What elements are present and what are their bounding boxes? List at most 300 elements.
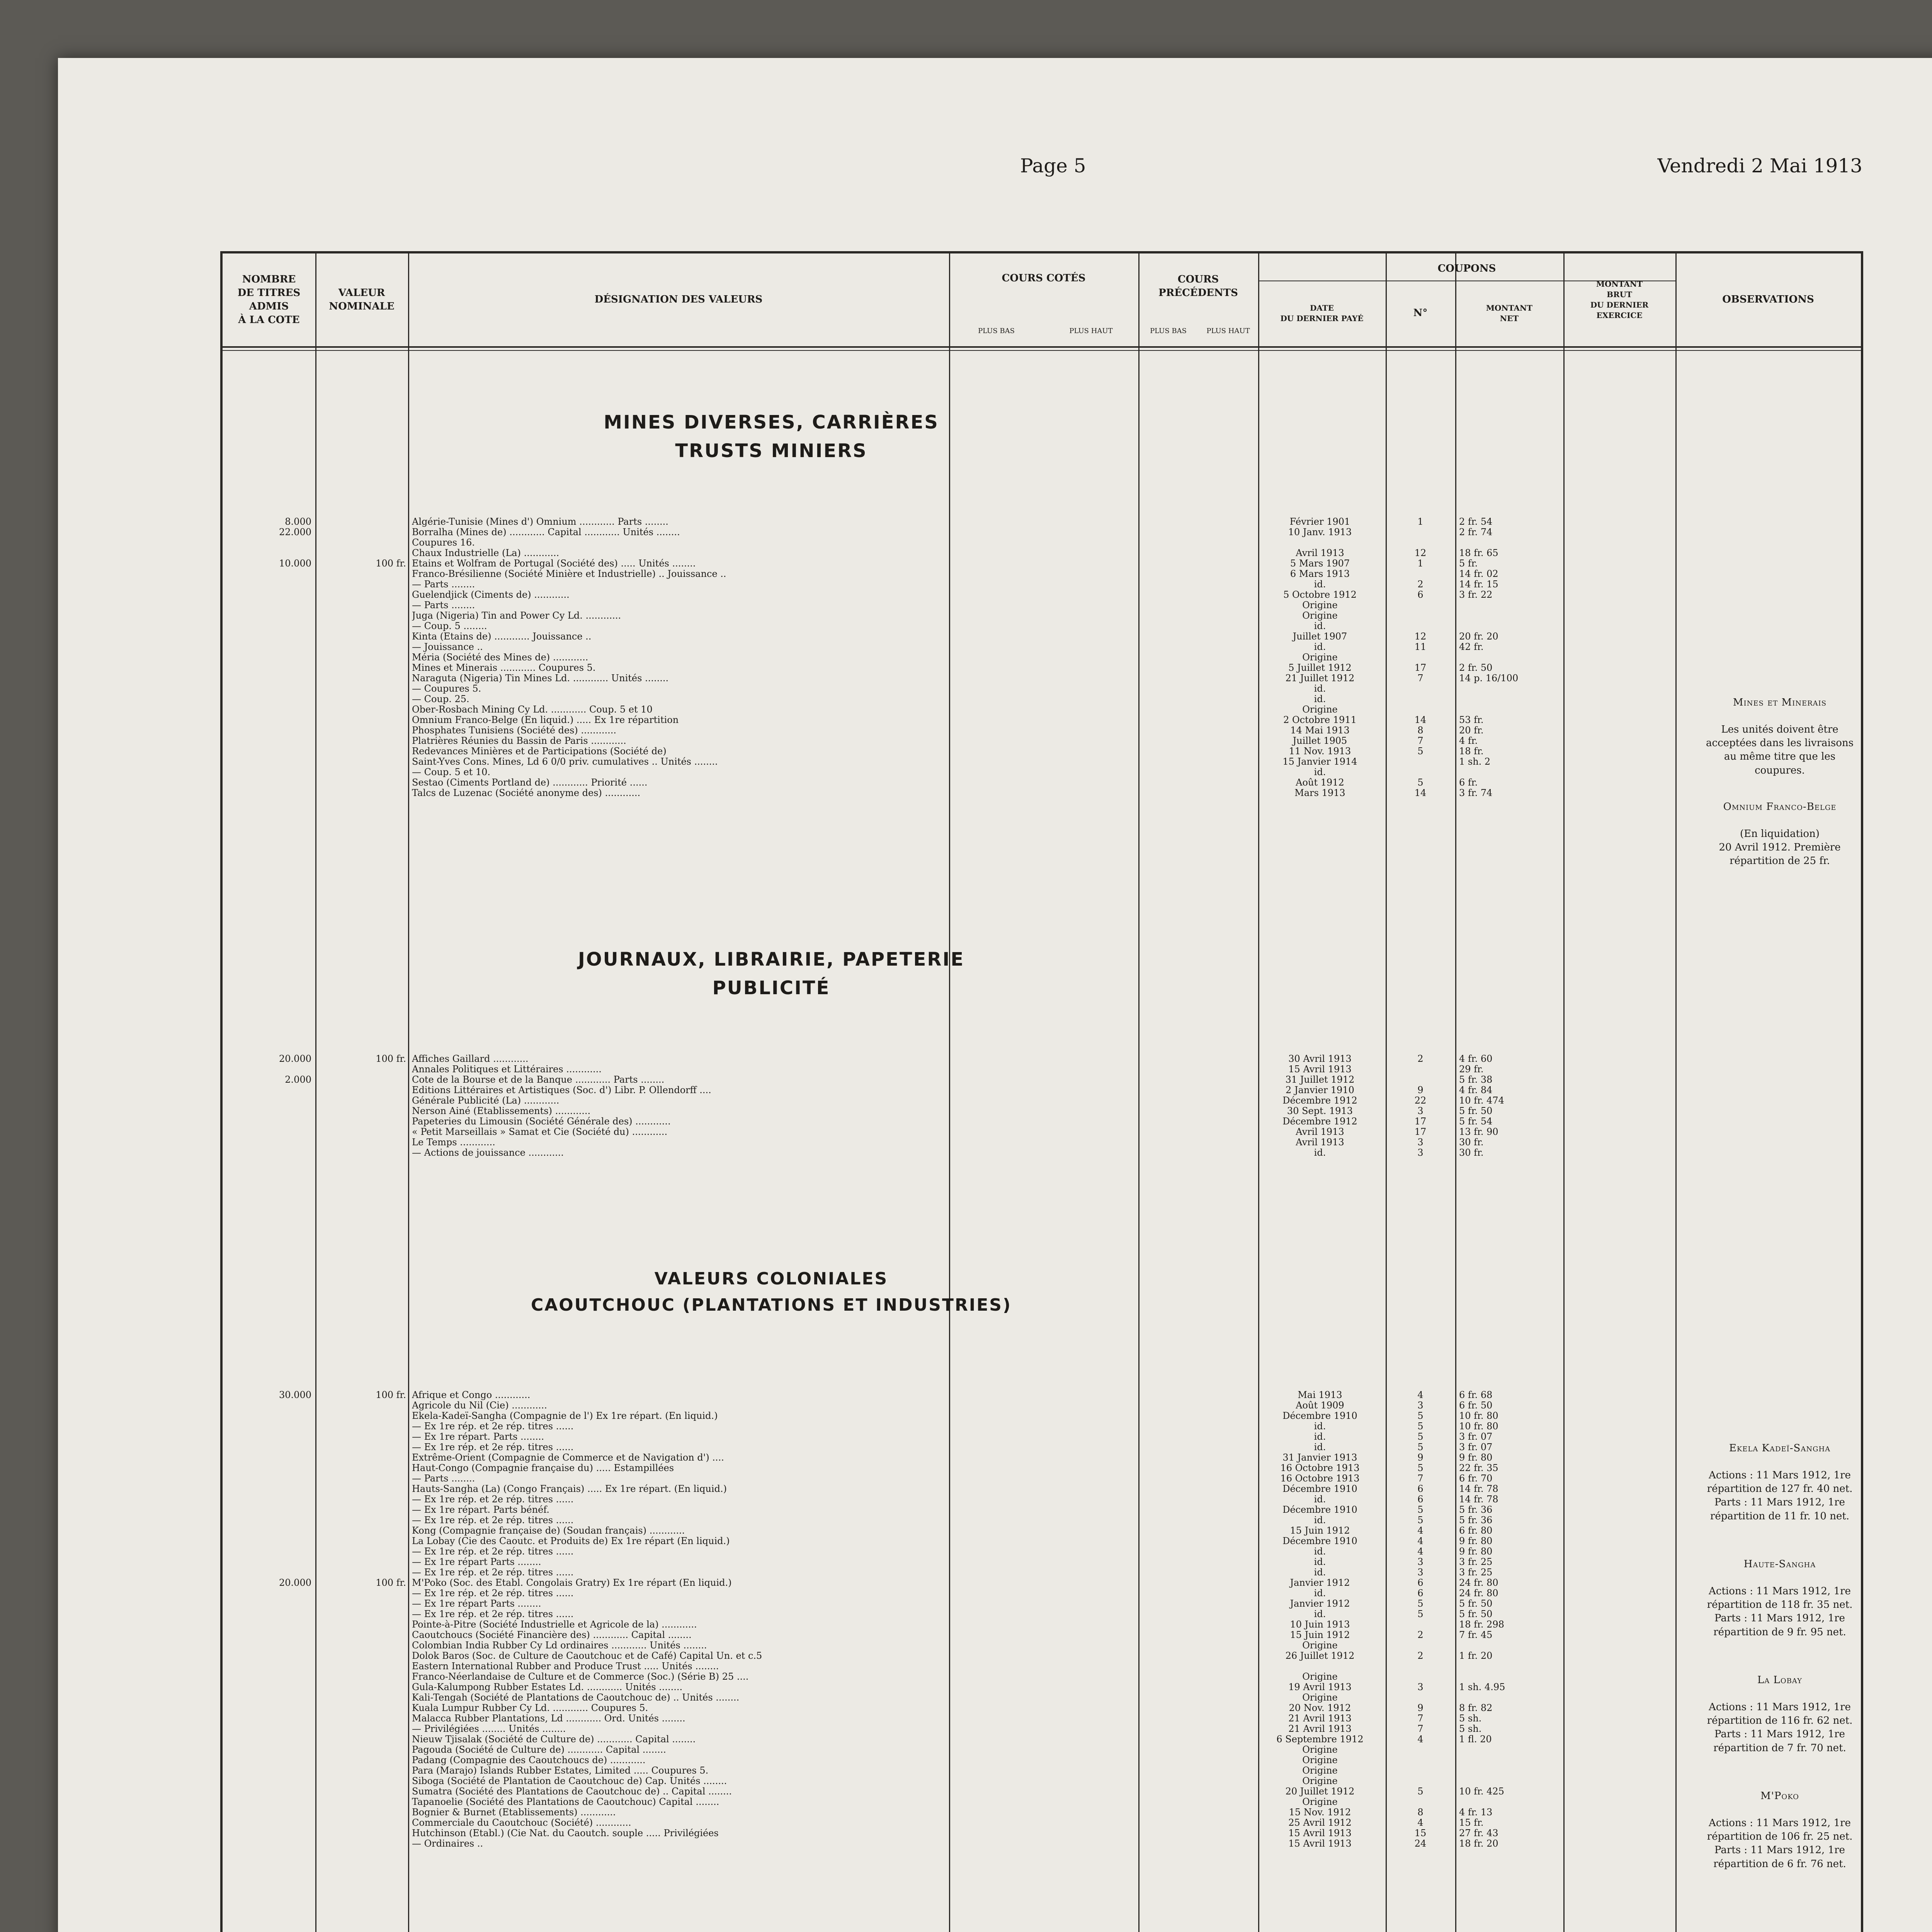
coupon-date-cell: 6 Septembre 1912 [1276, 1734, 1364, 1745]
designation-cell: Redevances Minières et de Participations (Société de) [412, 746, 667, 757]
table-row [223, 1598, 1861, 1609]
table-row [223, 1838, 1861, 1849]
coupon-date-cell: id. [1314, 641, 1326, 652]
designation-cell: — Parts ........ [412, 1473, 475, 1484]
observation-note [1699, 682, 1861, 791]
coupon-net-cell: 4 fr. 60 [1459, 1053, 1493, 1064]
designation-cell: — Coup. 5 et 10. [412, 767, 491, 777]
table-row [223, 1640, 1861, 1650]
designation-cell: Coupures 16. [412, 537, 475, 548]
coupon-number-cell: 1 [1417, 516, 1423, 527]
coupon-number-cell: 3 [1417, 1400, 1423, 1411]
coupon-number-cell: 7 [1417, 735, 1423, 746]
observation-title: Haute-Sangha [1743, 1558, 1816, 1570]
coupon-date-cell: 15 Juin 1912 [1290, 1629, 1350, 1640]
designation-cell: Omnium Franco-Belge (En liquid.) ..... Ex 1re répartition [412, 714, 679, 725]
observation-note [1699, 1776, 1861, 1884]
header-designation: DÉSIGNATION DES VALEURS [594, 294, 763, 306]
coupon-number-cell: 7 [1417, 1723, 1423, 1734]
designation-cell: — Coup. 5 ........ [412, 621, 487, 631]
coupon-number-cell: 5 [1417, 1609, 1423, 1619]
coupon-date-cell: Avril 1913 [1296, 1126, 1344, 1137]
coupon-net-cell: 7 fr. 45 [1459, 1629, 1493, 1640]
table-row [223, 1734, 1861, 1744]
nombre-cell: 20.000 [279, 1053, 311, 1064]
coupon-net-cell: 6 fr. 80 [1459, 1525, 1493, 1536]
designation-cell: M'Poko (Soc. des Etabl. Congolais Gratry) Ex 1re répart (En liquid.) [412, 1577, 732, 1588]
coupon-date-cell: Août 1909 [1296, 1400, 1344, 1411]
coupon-date-cell: 15 Avril 1913 [1288, 1064, 1352, 1075]
coupon-date-cell: 16 Octobre 1913 [1280, 1473, 1360, 1484]
coupon-number-cell: 14 [1414, 714, 1427, 725]
coupon-date-cell: 31 Janvier 1913 [1282, 1452, 1357, 1463]
designation-cell: Kinta (Etains de) ............ Jouissance .. [412, 631, 592, 642]
coupon-number-cell: 4 [1417, 1817, 1423, 1828]
coupon-net-cell: 30 fr. [1459, 1147, 1484, 1158]
coupon-net-cell: 13 fr. 90 [1459, 1126, 1498, 1137]
designation-cell: Mines et Minerais ............ Coupures 5. [412, 662, 596, 673]
designation-cell: — Ex 1re rép. et 2e rép. titres ...... [412, 1442, 574, 1452]
designation-cell: Franco-Brésilienne (Société Minière et Industrielle) .. Jouissance .. [412, 568, 726, 579]
table-row [223, 1577, 1861, 1588]
coupon-date-cell: Origine [1302, 1755, 1338, 1765]
table-row [223, 516, 1861, 527]
coupon-net-cell: 6 fr. [1459, 777, 1478, 788]
coupon-number-cell: 2 [1417, 1053, 1423, 1064]
table-row [223, 1463, 1861, 1473]
table-row [223, 1494, 1861, 1504]
coupon-date-cell: 15 Avril 1913 [1288, 1838, 1352, 1849]
table-row [223, 1483, 1861, 1494]
coupon-date-cell: id. [1314, 694, 1326, 704]
coupon-number-cell: 4 [1417, 1389, 1423, 1400]
coupon-date-cell: 21 Avril 1913 [1288, 1723, 1352, 1734]
coupon-net-cell: 14 fr. 78 [1459, 1483, 1498, 1494]
designation-cell: Papeteries du Limousin (Société Générale des) ............ [412, 1116, 671, 1127]
coupon-number-cell: 17 [1414, 1126, 1427, 1137]
designation-cell: — Ex 1re rép. et 2e rép. titres ...... [412, 1609, 574, 1619]
designation-cell: — Privilégiées ........ Unités ........ [412, 1723, 566, 1734]
coupon-date-cell: 21 Juillet 1912 [1285, 673, 1355, 684]
designation-cell: Pagouda (Société de Culture de) ............ Capital ........ [412, 1744, 666, 1755]
nombre-cell: 2.000 [285, 1074, 311, 1085]
coupon-number-cell: 5 [1417, 1463, 1423, 1473]
designation-cell: Cote de la Bourse et de la Banque ............ Parts ........ [412, 1074, 665, 1085]
table-row [223, 1588, 1861, 1598]
header-cours-cotes-high: PLUS HAUT [1069, 327, 1113, 335]
coupon-net-cell: 22 fr. 35 [1459, 1463, 1498, 1473]
table-row [223, 621, 1861, 631]
coupon-number-cell: 17 [1414, 662, 1427, 673]
coupon-date-cell: Janvier 1912 [1290, 1598, 1350, 1609]
coupon-number-cell: 4 [1417, 1734, 1423, 1745]
coupon-number-cell: 5 [1417, 1431, 1423, 1442]
designation-cell: Colombian India Rubber Cy Ld ordinaires ............ Unités ........ [412, 1640, 707, 1651]
designation-cell: — Ex 1re répart Parts ........ [412, 1598, 541, 1609]
coupon-date-cell: 2 Octobre 1911 [1283, 714, 1357, 725]
coupon-net-cell: 18 fr. [1459, 746, 1484, 757]
designation-cell: Para (Marajo) Islands Rubber Estates, Limited ..... Coupures 5. [412, 1765, 709, 1776]
table-row [223, 641, 1861, 652]
designation-cell: — Ex 1re rép. et 2e rép. titres ...... [412, 1588, 574, 1599]
coupon-date-cell: Origine [1302, 610, 1338, 621]
table-row [223, 1671, 1861, 1682]
coupon-number-cell: 2 [1417, 1629, 1423, 1640]
coupon-number-cell: 9 [1417, 1452, 1423, 1463]
nombre-cell: 8.000 [285, 516, 311, 527]
header-rule [223, 346, 1861, 348]
coupon-date-cell: Janvier 1912 [1290, 1577, 1350, 1588]
coupon-net-cell: 14 fr. 02 [1459, 568, 1498, 579]
table-row [223, 537, 1861, 548]
coupon-number-cell: 6 [1417, 1483, 1423, 1494]
coupon-net-cell: 2 fr. 50 [1459, 662, 1493, 673]
designation-cell: Talcs de Luzenac (Société anonyme des) ............ [412, 787, 641, 798]
coupon-net-cell: 53 fr. [1459, 714, 1484, 725]
coupon-number-cell: 3 [1417, 1137, 1423, 1148]
observation-note [1699, 1428, 1861, 1537]
table-row [223, 1442, 1861, 1452]
coupon-number-cell: 3 [1417, 1105, 1423, 1116]
table-row [223, 589, 1861, 600]
table-row [223, 1410, 1861, 1421]
coupon-date-cell: id. [1314, 1588, 1326, 1599]
coupon-number-cell: 7 [1417, 1473, 1423, 1484]
header-coupon-number: N° [1413, 307, 1428, 319]
coupon-number-cell: 14 [1414, 787, 1427, 798]
designation-cell: Affiches Gaillard ............ [412, 1053, 529, 1064]
table-row [223, 1064, 1861, 1074]
table-row [223, 579, 1861, 589]
coupon-number-cell: 4 [1417, 1525, 1423, 1536]
coupon-date-cell: 30 Avril 1913 [1288, 1053, 1352, 1064]
coupon-net-cell: 8 fr. 82 [1459, 1702, 1493, 1713]
table-row [223, 1692, 1861, 1702]
table-row [223, 1137, 1861, 1147]
coupon-date-cell: Origine [1302, 600, 1338, 611]
designation-cell: Méria (Société des Mines de) ............ [412, 652, 588, 663]
coupon-date-cell: 2 Janvier 1910 [1286, 1085, 1354, 1095]
designation-cell: Bognier & Burnet (Etablissements) ............ [412, 1807, 616, 1818]
designation-cell: Le Temps ............ [412, 1137, 495, 1148]
publication-date: Vendredi 2 Mai 1913 [1657, 155, 1862, 177]
table-row [223, 1431, 1861, 1442]
table-row [223, 683, 1861, 694]
coupon-net-cell: 9 fr. 80 [1459, 1452, 1493, 1463]
designation-cell: Editions Littéraires et Artistiques (Soc. d') Libr. P. Ollendorff .... [412, 1085, 711, 1095]
coupon-date-cell: Avril 1913 [1296, 548, 1344, 558]
designation-cell: Ekela-Kadeï-Sangha (Compagnie de l') Ex 1re répart. (En liquid.) [412, 1410, 718, 1421]
coupon-net-cell: 5 fr. [1459, 558, 1478, 569]
designation-cell: Phosphates Tunisiens (Société des) ............ [412, 725, 616, 736]
coupon-net-cell: 1 fl. 20 [1459, 1734, 1492, 1745]
coupon-date-cell: 15 Avril 1913 [1288, 1828, 1352, 1838]
designation-cell: — Parts ........ [412, 600, 475, 611]
table-row [223, 1567, 1861, 1577]
observation-text: Actions : 11 Mars 1912, 1re répartition de 127 fr. 40 net. Parts : 11 Mars 1912, 1re répartition de 11 fr. 10 net. [1707, 1469, 1853, 1522]
table-row [223, 1828, 1861, 1838]
coupon-net-cell: 5 sh. [1459, 1713, 1482, 1724]
designation-cell: Afrique et Congo ............ [412, 1389, 531, 1400]
designation-cell: — Jouissance .. [412, 641, 483, 652]
coupon-net-cell: 5 fr. 54 [1459, 1116, 1493, 1127]
designation-cell: Hutchinson (Etabl.) (Cie Nat. du Caoutch. souple ..... Privilégiées [412, 1828, 719, 1838]
coupon-number-cell: 8 [1417, 1807, 1423, 1818]
table-row [223, 1452, 1861, 1463]
coupon-date-cell: id. [1314, 1556, 1326, 1567]
coupon-net-cell: 20 fr. 20 [1459, 631, 1498, 642]
valeur-cell: 100 fr. [376, 1389, 406, 1400]
coupon-date-cell: 10 Janv. 1913 [1288, 527, 1352, 537]
designation-cell: Caoutchoucs (Société Financière des) ............ Capital ........ [412, 1629, 692, 1640]
designation-cell: Sestao (Ciments Portland de) ............ Priorité ...... [412, 777, 648, 788]
newspaper-page [58, 58, 1932, 1932]
table-row [223, 1085, 1861, 1095]
observation-text: Actions : 11 Mars 1912, 1re répartition de 116 fr. 62 net. Parts : 11 Mars 1912, 1re répartition de 7 fr. 70 net. [1707, 1701, 1853, 1754]
table-row [223, 1702, 1861, 1713]
header-coupon-date: DATE DU DERNIER PAYÉ [1280, 303, 1364, 323]
designation-cell: Padang (Compagnie des Caoutchoucs de) ............ [412, 1755, 646, 1765]
table-row [223, 1629, 1861, 1640]
coupon-number-cell: 6 [1417, 1494, 1423, 1505]
coupon-date-cell: 21 Avril 1913 [1288, 1713, 1352, 1724]
coupon-number-cell: 3 [1417, 1556, 1423, 1567]
designation-cell: — Ex 1re rép. et 2e rép. titres ...... [412, 1421, 574, 1432]
designation-cell: — Coup. 25. [412, 694, 469, 704]
coupon-date-cell: 26 Juillet 1912 [1285, 1650, 1355, 1661]
header-montant-brut: MONTANT BRUT DU DERNIER EXERCICE [1590, 279, 1649, 320]
designation-cell: — Coupures 5. [412, 683, 481, 694]
observation-title: Ekela Kadeï-Sangha [1729, 1442, 1831, 1454]
header-cours-prec-low: PLUS BAS [1150, 327, 1187, 335]
coupon-date-cell: Origine [1302, 1692, 1338, 1703]
designation-cell: Extrême-Orient (Compagnie de Commerce et de Navigation d') .... [412, 1452, 724, 1463]
designation-cell: « Petit Marseillais » Samat et Cie (Société du) ............ [412, 1126, 668, 1137]
coupon-net-cell: 42 fr. [1459, 641, 1484, 652]
header-coupons: COUPONS [1437, 263, 1496, 275]
coupon-date-cell: Août 1912 [1296, 777, 1344, 788]
coupon-date-cell: 30 Sept. 1913 [1287, 1105, 1353, 1116]
coupon-net-cell: 6 fr. 70 [1459, 1473, 1493, 1484]
coupon-date-cell: Origine [1302, 1671, 1338, 1682]
coupon-date-cell: 19 Avril 1913 [1288, 1682, 1352, 1692]
table-row [223, 548, 1861, 558]
observation-note [1699, 1544, 1861, 1653]
coupon-net-cell: 6 fr. 68 [1459, 1389, 1493, 1400]
coupon-net-cell: 3 fr. 25 [1459, 1567, 1493, 1578]
table-row [223, 673, 1861, 683]
coupon-net-cell: 29 fr. [1459, 1064, 1484, 1075]
coupon-date-cell: id. [1314, 1515, 1326, 1526]
table-row [223, 1609, 1861, 1619]
table-row [223, 1105, 1861, 1116]
coupon-net-cell: 1 sh. 4.95 [1459, 1682, 1505, 1692]
table-row [223, 1682, 1861, 1692]
coupon-date-cell: Décembre 1910 [1282, 1504, 1357, 1515]
nombre-cell: 22.000 [279, 527, 311, 537]
valeur-cell: 100 fr. [376, 1577, 406, 1588]
coupon-number-cell: 4 [1417, 1546, 1423, 1557]
coupon-date-cell: id. [1314, 621, 1326, 631]
designation-cell: Générale Publicité (La) ............ [412, 1095, 560, 1106]
designation-cell: Franco-Néerlandaise de Culture et de Commerce (Soc.) (Série B) 25 .... [412, 1671, 749, 1682]
coupon-net-cell: 3 fr. 25 [1459, 1556, 1493, 1567]
observation-title: Omnium Franco-Belge [1723, 801, 1837, 813]
coupon-date-cell: Juillet 1907 [1293, 631, 1347, 642]
table-row [223, 735, 1861, 746]
nombre-cell: 10.000 [279, 558, 311, 569]
coupon-net-cell: 18 fr. 20 [1459, 1838, 1498, 1849]
coupon-net-cell: 14 fr. 78 [1459, 1494, 1498, 1505]
coupon-number-cell: 2 [1417, 579, 1423, 590]
valeur-cell: 100 fr. [376, 1053, 406, 1064]
coupon-net-cell: 5 fr. 50 [1459, 1609, 1493, 1619]
designation-cell: Naraguta (Nigeria) Tin Mines Ld. ............ Unités ........ [412, 673, 669, 684]
coupon-date-cell: 10 Juin 1913 [1290, 1619, 1350, 1630]
coupon-date-cell: Juillet 1905 [1293, 735, 1347, 746]
coupon-net-cell: 27 fr. 43 [1459, 1828, 1498, 1838]
table-row [223, 662, 1861, 673]
coupon-date-cell: Mars 1913 [1294, 787, 1345, 798]
header-valeur: VALEUR NOMINALE [329, 287, 395, 312]
designation-cell: Hauts-Sangha (La) (Congo Français) ..... Ex 1re répart. (En liquid.) [412, 1483, 727, 1494]
table-row [223, 1765, 1861, 1776]
designation-cell: — Ex 1re rép. et 2e rép. titres ...... [412, 1494, 574, 1505]
observation-title: M'Poko [1760, 1790, 1799, 1802]
coupon-date-cell: id. [1314, 1567, 1326, 1578]
designation-cell: Kuala Lumpur Rubber Cy Ld. ............ Coupures 5. [412, 1702, 648, 1713]
coupon-number-cell: 5 [1417, 1504, 1423, 1515]
designation-cell: Etains et Wolfram de Portugal (Société des) ..... Unités ........ [412, 558, 696, 569]
designation-cell: Platrières Réunies du Bassin de Paris ............ [412, 735, 626, 746]
coupon-date-cell: id. [1314, 1546, 1326, 1557]
designation-cell: Nieuw Tjisalak (Société de Culture de) ............ Capital ........ [412, 1734, 696, 1745]
designation-cell: — Ex 1re répart Parts ........ [412, 1556, 541, 1567]
designation-cell: Pointe-à-Pitre (Société Industrielle et Agricole de la) ............ [412, 1619, 697, 1630]
coupon-number-cell: 9 [1417, 1702, 1423, 1713]
coupon-net-cell: 5 sh. [1459, 1723, 1482, 1734]
coupon-net-cell: 5 fr. 50 [1459, 1105, 1493, 1116]
table-row [223, 1796, 1861, 1807]
header-coupon-net: MONTANT NET [1486, 303, 1533, 323]
designation-cell: Malacca Rubber Plantations, Ld ............ Ord. Unités ........ [412, 1713, 685, 1724]
coupon-net-cell: 14 p. 16/100 [1459, 673, 1519, 684]
designation-cell: Siboga (Société de Plantation de Caoutchouc de) Cap. Unités ........ [412, 1776, 727, 1786]
header-cours-precedents: COURS PRÉCÉDENTS [1158, 273, 1238, 299]
observation-text: (En liquidation) 20 Avril 1912. Première répartition de 25 fr. [1719, 828, 1841, 867]
designation-cell: Gula-Kalumpong Rubber Estates Ld. ............ Unités ........ [412, 1682, 683, 1692]
table-row [223, 694, 1861, 704]
table-row [223, 527, 1861, 537]
table-row [223, 1421, 1861, 1431]
table-row [223, 1755, 1861, 1765]
table-row [223, 1389, 1861, 1400]
coupon-net-cell: 4 fr. 13 [1459, 1807, 1493, 1818]
coupon-date-cell: Décembre 1912 [1282, 1095, 1357, 1106]
coupon-number-cell: 9 [1417, 1085, 1423, 1095]
table-row [223, 756, 1861, 767]
table-row [223, 610, 1861, 621]
observation-note [1699, 1660, 1861, 1769]
coupon-number-cell: 3 [1417, 1682, 1423, 1692]
table-row [223, 1556, 1861, 1567]
coupon-date-cell: Décembre 1910 [1282, 1483, 1357, 1494]
coupon-date-cell: Origine [1302, 1776, 1338, 1786]
running-head [162, 155, 1862, 193]
table-row [223, 1116, 1861, 1126]
coupon-date-cell: 15 Janvier 1914 [1282, 756, 1357, 767]
coupon-number-cell: 1 [1417, 558, 1423, 569]
coupon-number-cell: 6 [1417, 1588, 1423, 1599]
coupon-number-cell: 24 [1414, 1838, 1427, 1849]
designation-cell: — Ex 1re répart. Parts ........ [412, 1431, 544, 1442]
table-row [223, 1147, 1861, 1158]
table-row [223, 767, 1861, 777]
coupon-net-cell: 2 fr. 54 [1459, 516, 1493, 527]
coupon-net-cell: 9 fr. 80 [1459, 1536, 1493, 1546]
observation-text: Actions : 11 Mars 1912, 1re répartition de 118 fr. 35 net. Parts : 11 Mars 1912, 1re répartition de 9 fr. 95 net. [1707, 1585, 1853, 1638]
designation-cell: Commerciale du Caoutchouc (Société) ............ [412, 1817, 631, 1828]
coupon-net-cell: 3 fr. 07 [1459, 1442, 1493, 1452]
coupon-date-cell: 5 Octobre 1912 [1283, 589, 1357, 600]
table-row [223, 1126, 1861, 1137]
coupon-date-cell: Origine [1302, 1744, 1338, 1755]
table-row [223, 1473, 1861, 1483]
coupon-number-cell: 5 [1417, 1786, 1423, 1797]
designation-cell: — Ex 1re rép. et 2e rép. titres ...... [412, 1546, 574, 1557]
coupon-number-cell: 8 [1417, 725, 1423, 736]
designation-cell: Haut-Congo (Compagnie française du) ..... Estampillées [412, 1463, 674, 1473]
coupon-net-cell: 3 fr. 22 [1459, 589, 1493, 600]
coupon-number-cell: 5 [1417, 777, 1423, 788]
coupon-date-cell: 15 Juin 1912 [1290, 1525, 1350, 1536]
coupon-date-cell: 31 Juillet 1912 [1285, 1074, 1355, 1085]
coupon-net-cell: 10 fr. 80 [1459, 1421, 1498, 1432]
coupon-number-cell: 7 [1417, 673, 1423, 684]
table-row [223, 1546, 1861, 1556]
table-row [223, 600, 1861, 610]
table-row [223, 1074, 1861, 1085]
table-row [223, 714, 1861, 725]
coupon-date-cell: id. [1314, 683, 1326, 694]
coupon-date-cell: Avril 1913 [1296, 1137, 1344, 1148]
coupon-number-cell: 5 [1417, 1442, 1423, 1452]
observation-title: Mines et Minerais [1733, 697, 1827, 709]
coupon-net-cell: 20 fr. [1459, 725, 1484, 736]
coupon-net-cell: 1 sh. 2 [1459, 756, 1491, 767]
table-row [223, 704, 1861, 714]
coupon-date-cell: Décembre 1910 [1282, 1410, 1357, 1421]
coupon-net-cell: 3 fr. 74 [1459, 787, 1493, 798]
coupon-net-cell: 9 fr. 80 [1459, 1546, 1493, 1557]
coupon-date-cell: id. [1314, 767, 1326, 777]
table-row [223, 725, 1861, 735]
coupon-net-cell: 10 fr. 80 [1459, 1410, 1498, 1421]
coupon-date-cell: 14 Mai 1913 [1290, 725, 1350, 736]
designation-cell: Nerson Ainé (Etablissements) ............ [412, 1105, 591, 1116]
designation-cell: Eastern International Rubber and Produce Trust ..... Unités ........ [412, 1661, 719, 1672]
observation-title: La Lobay [1757, 1674, 1802, 1686]
table-row [223, 1776, 1861, 1786]
designation-cell: Dolok Baros (Soc. de Culture de Caoutchouc et de Café) Capital Un. et c.5 [412, 1650, 762, 1661]
section-title: VALEURS COLONIALES CAOUTCHOUC (PLANTATIONS ET INDUSTRIES) [531, 1269, 1012, 1315]
observation-note [1699, 787, 1861, 882]
coupon-date-cell: Décembre 1910 [1282, 1536, 1357, 1546]
coupon-number-cell: 6 [1417, 589, 1423, 600]
coupon-net-cell: 3 fr. 07 [1459, 1431, 1493, 1442]
table-row [223, 1744, 1861, 1755]
coupon-net-cell: 18 fr. 65 [1459, 548, 1498, 558]
